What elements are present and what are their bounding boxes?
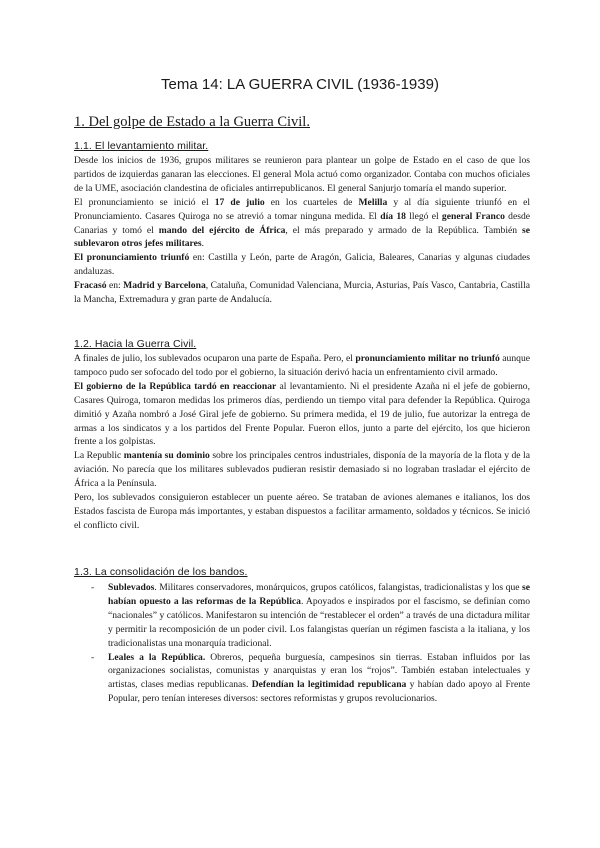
subsection-1-1 [74,140,530,307]
paragraph: El pronunciamiento triunfó en: Castilla y León, parte de Aragón, Galicia, Baleares, Canarias y algunas ciudades andaluzas. [74,252,530,278]
bullet-dash: - [91,651,95,663]
bandos-list [74,581,530,706]
paragraph: A finales de julio, los sublevados ocuparon una parte de España. Pero, el pronunciamiento militar no triunfó aunque tampoco pudo ser sofocado del todo por el gobierno, la situación derivó hacia un enfrentamiento civil armado. [74,353,531,378]
paragraph: Fracasó en: Madrid y Barcelona, Cataluña, Comunidad Valenciana, Murcia, Asturias, País Vasco, Cantabria, Castilla la Mancha, Extremadura y gran parte de Andalucía. [74,280,530,306]
subsection-heading: 1.1. El levantamiento militar. [74,140,209,152]
list-item: - Sublevados. Militares conservadores, monárquicos, grupos católicos, falangistas, tradicionalistas y los que se habían opuesto a las reformas de la República. Apoyados e inspirados por el fascismo, se definían como “nacionales” y católicos. Manifestaron su intención de “restablecer el orden” a través de una dictadura militar y permitir la recomposición de un poder civil. Los falangistas querían un régimen fascista a la italiana, y los tradicionalistas una monarquía tradicional. [91,582,530,649]
paragraph: El gobierno de la República tardó en reaccionar al levantamiento. Ni el presidente Azaña ni el jefe de gobierno, Casares Quiroga, tomaron medidas los primeros días, perdiendo un tiempo vital para defender la República. Quiroga dimitió y Azaña nombró a José Giral jefe de gobierno. Su primera medida, el 19 de julio, fue autorizar la entrega de armas a los sindicatos y a los partidos del Frente Popular. Fueron ellos, junto a parte del ejército, los que hicieron frente a los golpistas. [74,380,531,448]
list-item: - Leales a la República. Obreros, pequeña burguesía, campesinos sin tierras. Estaban influidos por las organizaciones socialistas, comunistas y anarquistas y eran los “rojos”. También estaban intelectuales y artistas, clases medias republicanas. Defendían la legitimidad republicana y habían dado apoyo al Frente Popular, pero tenían intereses diversos: sectores reformistas y grupos revolucionarios. [91,651,530,705]
subsection-1-3 [74,566,530,706]
paragraph: La Republic mantenía su dominio sobre los principales centros industriales, disponía de la mayoría de la flota y de la aviación. No parecía que los militares sublevados pudieran resistir demasiado si no lograban trasladar el ejército de África a la Península. [74,450,530,490]
subsection-1-2 [74,338,530,533]
bullet-dash: - [91,582,95,593]
document-title: Tema 14: LA GUERRA CIVIL (1936-1939) [161,76,439,93]
section-heading: 1. Del golpe de Estado a la Guerra Civil. [74,114,310,130]
paragraph: Pero, los sublevados consiguieron establecer un puente aéreo. Se trataban de aviones alemanes e italianos, los dos Estados fascista de Europa más importantes, y estaban dispuestos a facilitar armamento, soldados y técnicos. Se inició el conflicto civil. [74,492,530,531]
paragraph: El pronunciamiento se inició el 17 de julio en los cuarteles de Melilla y al día siguiente triunfó en el Pronunciamiento. Casares Quiroga no se atrevió a tomar ninguna medida. El día 18 llegó el general Franco desde Canarias y tomó el mando del ejército de África, el más preparado y armado de la República. También se sublevaron otros jefes militares. [74,196,531,250]
subsection-heading: 1.2. Hacia la Guerra Civil. [74,338,197,350]
subsection-heading: 1.3. La consolidación de los bandos. [74,566,248,578]
paragraph: Desde los inicios de 1936, grupos militares se reunieron para plantear un golpe de Estado en el caso de que los partidos de izquierdas ganaran las elecciones. El general Mola actuó como organizador. Contaba con muchos oficiales de la UME, asociación clandestina de oficiales antirrepublicanos. El general Sanjurjo tomaría el mando superior. [74,155,530,194]
